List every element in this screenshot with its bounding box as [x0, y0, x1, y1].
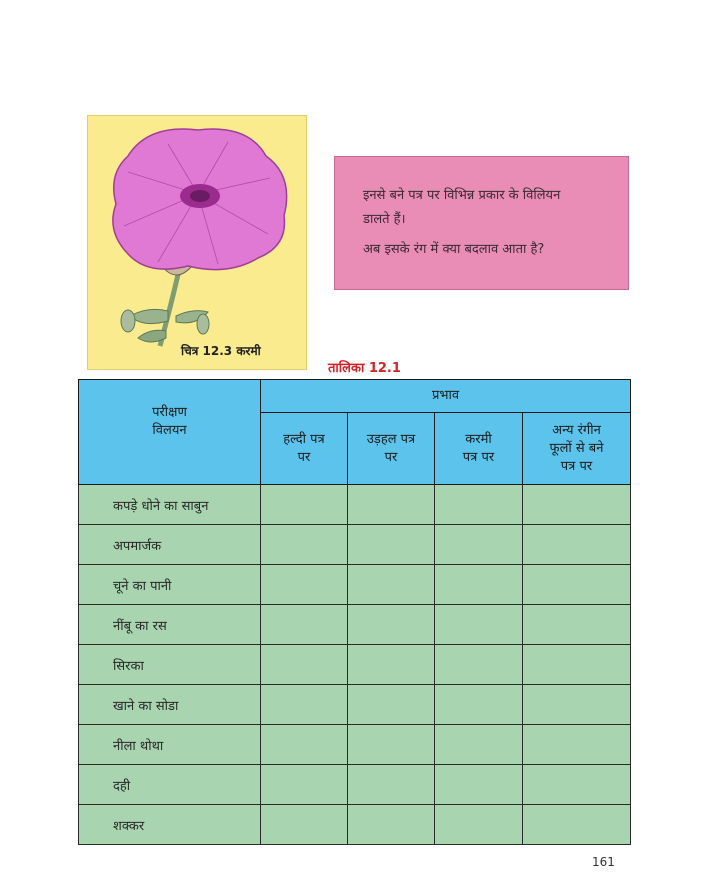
empty-cell [261, 685, 348, 725]
table-caption: तालिका 12.1 [328, 361, 401, 376]
empty-cell [523, 485, 631, 525]
empty-cell [261, 605, 348, 645]
empty-cell [523, 605, 631, 645]
column-header-line: हल्दी पत्र [283, 431, 325, 447]
empty-cell [435, 565, 523, 605]
row-label: कपड़े धोने का साबुन [79, 485, 261, 525]
row-label: चूने का पानी [79, 565, 261, 605]
empty-cell [261, 525, 348, 565]
table-row [79, 805, 631, 845]
empty-cell [348, 765, 435, 805]
empty-cell [523, 525, 631, 565]
column-header-line: करमी [465, 431, 492, 447]
empty-cell [435, 525, 523, 565]
petunia-flower-illustration [88, 116, 307, 370]
empty-cell [348, 805, 435, 845]
table-row [79, 765, 631, 805]
column-header [261, 413, 348, 485]
empty-cell [435, 765, 523, 805]
table-row [79, 725, 631, 765]
empty-cell [261, 565, 348, 605]
empty-cell [348, 685, 435, 725]
note-line-1: इनसे बने पत्र पर विभिन्न प्रकार के विलियन [363, 188, 561, 203]
empty-cell [435, 805, 523, 845]
column-header-line: फूलों से बने [549, 440, 604, 456]
row-label: शक्कर [79, 805, 261, 845]
table-row [79, 685, 631, 725]
page-number: 161 [592, 855, 615, 869]
empty-cell [435, 605, 523, 645]
empty-cell [523, 685, 631, 725]
note-line-3: अब इसके रंग में क्या बदलाव आता है? [363, 242, 545, 257]
column-header-line: अन्य रंगीन [552, 422, 601, 438]
empty-cell [348, 725, 435, 765]
row-label: अपमार्जक [79, 525, 261, 565]
empty-cell [261, 725, 348, 765]
observation-table [78, 379, 631, 845]
empty-cell [261, 485, 348, 525]
row-label: नीला थोथा [79, 725, 261, 765]
row-label: दही [79, 765, 261, 805]
table-row [79, 645, 631, 685]
empty-cell [435, 645, 523, 685]
empty-cell [435, 725, 523, 765]
flower-figure [87, 115, 307, 370]
table-row [79, 565, 631, 605]
row-label: सिरका [79, 645, 261, 685]
figure-caption: चित्र 12.3 करमी [181, 344, 261, 358]
table-row [79, 525, 631, 565]
column-header-line: पत्र पर [560, 458, 593, 474]
empty-cell [523, 565, 631, 605]
table-row [79, 605, 631, 645]
empty-cell [435, 485, 523, 525]
row-header-line-2: विलयन [152, 423, 187, 438]
column-header [435, 413, 523, 485]
empty-cell [523, 725, 631, 765]
column-header-line: पर [297, 449, 311, 465]
empty-cell [523, 645, 631, 685]
column-header [348, 413, 435, 485]
row-label: खाने का सोडा [79, 685, 261, 725]
column-header-line: पर [384, 449, 398, 465]
column-header-line: उड़हल पत्र [366, 431, 416, 447]
empty-cell [348, 565, 435, 605]
group-header: प्रभाव [261, 380, 631, 413]
empty-cell [348, 525, 435, 565]
row-header-line-1: परीक्षण [152, 405, 187, 420]
row-label: नींबू का रस [79, 605, 261, 645]
empty-cell [261, 645, 348, 685]
empty-cell [348, 485, 435, 525]
row-header-cell [79, 380, 261, 485]
empty-cell [348, 605, 435, 645]
empty-cell [523, 765, 631, 805]
empty-cell [523, 805, 631, 845]
column-header-line: पत्र पर [462, 449, 495, 465]
empty-cell [261, 805, 348, 845]
empty-cell [261, 765, 348, 805]
note-line-2: डालते हैं। [363, 212, 406, 227]
instruction-note [334, 156, 629, 290]
empty-cell [435, 685, 523, 725]
empty-cell [348, 645, 435, 685]
column-header [523, 413, 631, 485]
table-row [79, 485, 631, 525]
